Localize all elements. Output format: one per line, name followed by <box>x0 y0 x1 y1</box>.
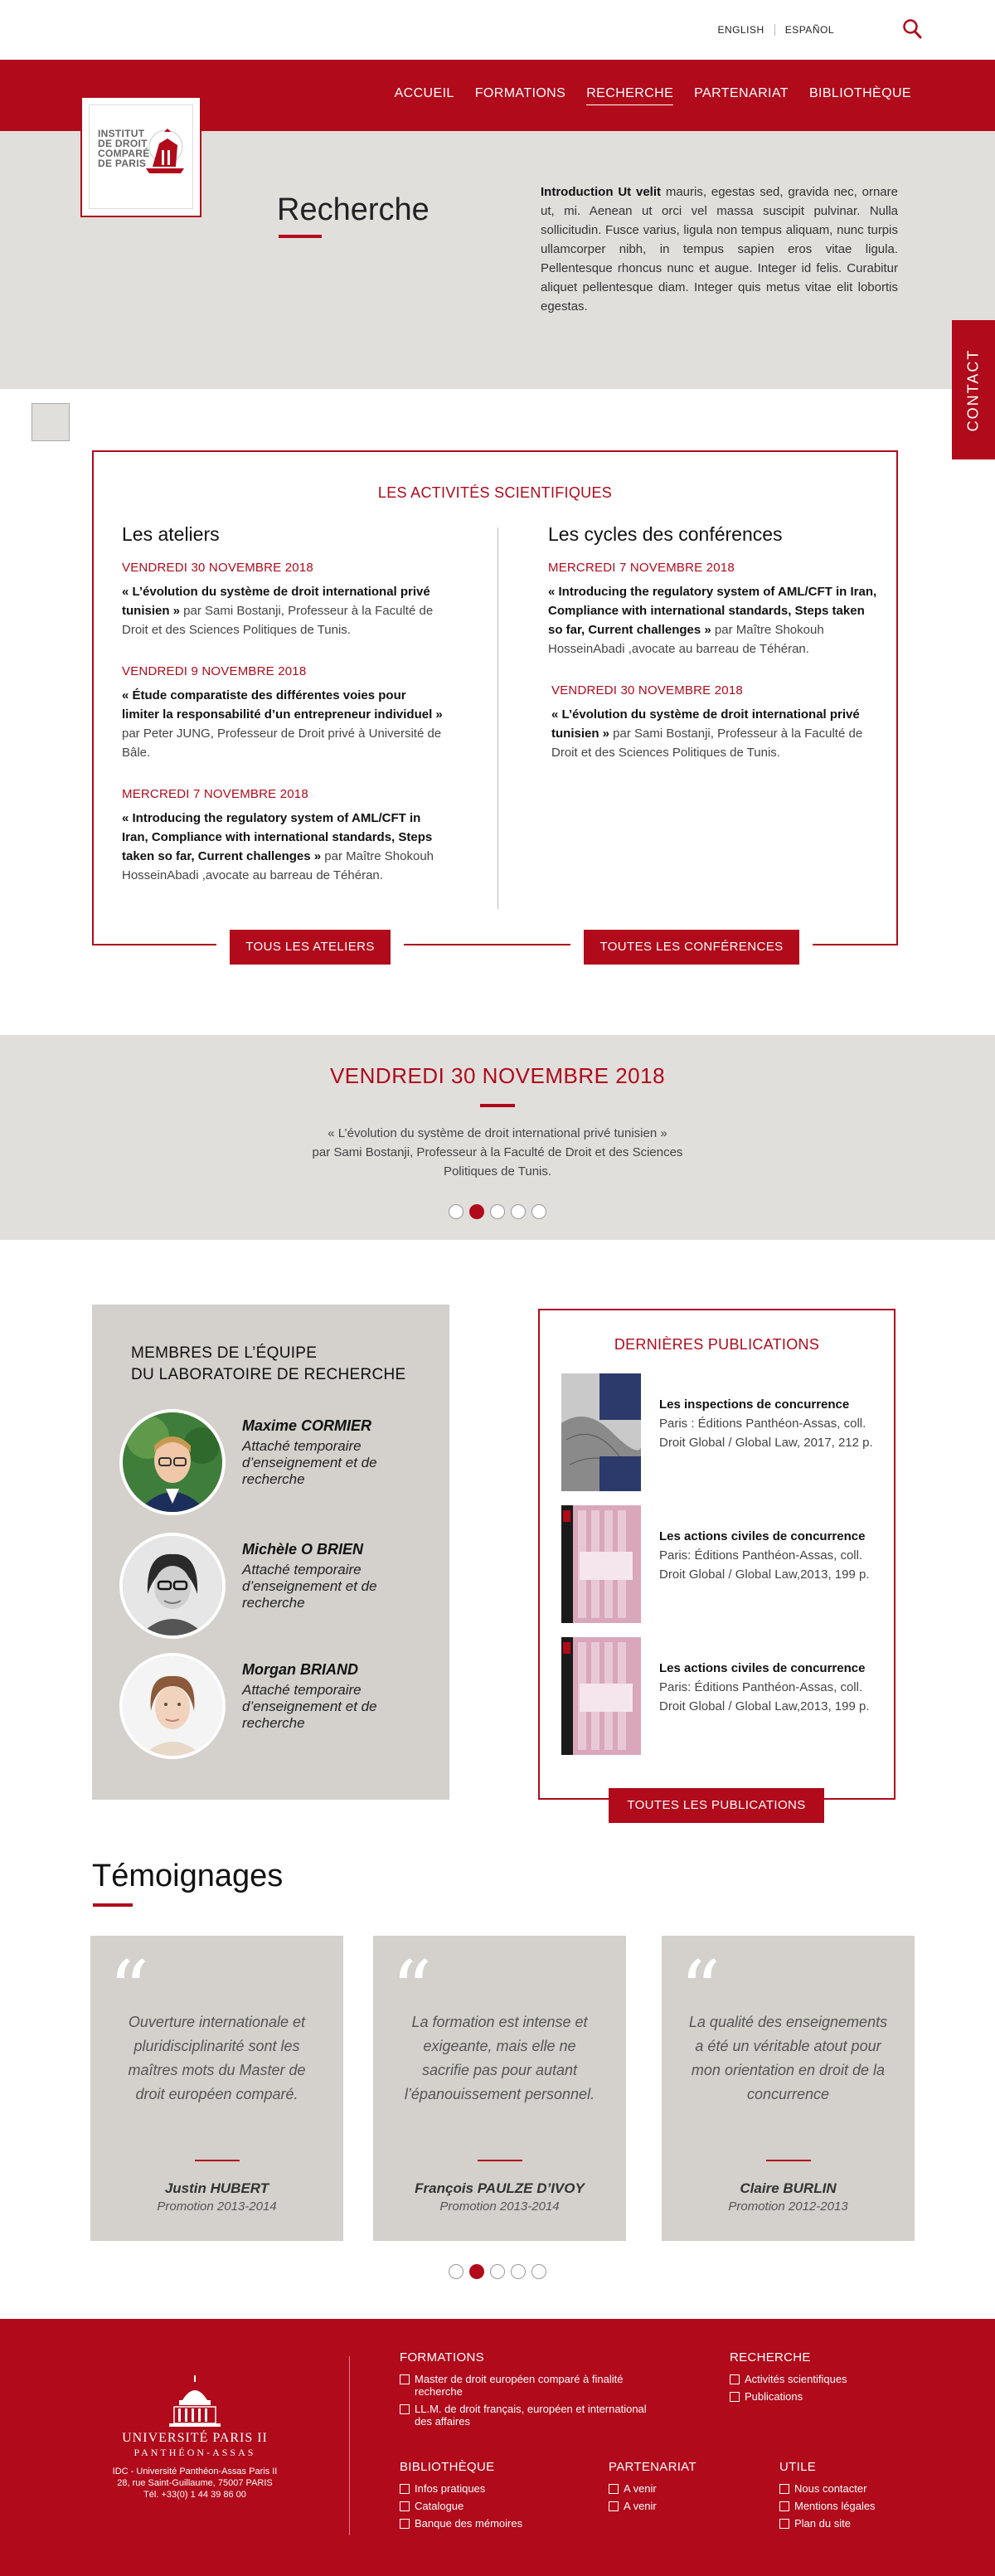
lang-espanol[interactable]: ESPAÑOL <box>784 24 834 36</box>
testimonial-dot[interactable] <box>449 2264 464 2279</box>
portrait-icon <box>123 1536 222 1636</box>
team-publications-section <box>0 1240 995 1840</box>
event-description <box>551 705 880 762</box>
activities-box <box>92 450 898 954</box>
member-info <box>242 1541 416 1639</box>
testimonial-dots <box>0 2264 995 2279</box>
slider-dot[interactable] <box>449 1204 464 1219</box>
publication-info <box>659 1527 875 1623</box>
search-icon[interactable] <box>902 18 922 40</box>
lang-english[interactable]: ENGLISH <box>717 24 764 36</box>
member-role: Attaché temporaire d’enseignement et de recherche <box>242 1562 377 1611</box>
event-speaker: par Sami Bostanji, Professeur à la Faculté de Droit et des Sciences Politiques de Tunis. <box>122 604 434 637</box>
team-title-line-2: DU LABORATOIRE DE RECHERCHE <box>131 1366 406 1383</box>
all-publications-button[interactable]: TOUTES LES PUBLICATIONS <box>609 1788 824 1823</box>
nav-formations[interactable]: FORMATIONS <box>474 86 566 100</box>
testimonial-promotion: Promotion 2013-2014 <box>157 2199 277 2214</box>
event-description <box>122 686 445 762</box>
team-title <box>131 1343 406 1386</box>
footer-link[interactable]: Master de droit européen comparé à finalité recherche <box>400 2373 665 2398</box>
conference-event[interactable] <box>548 561 880 659</box>
testimonial-dot-active[interactable] <box>469 2264 484 2279</box>
footer-heading: UTILE <box>779 2460 817 2474</box>
page-title: Recherche <box>277 192 430 227</box>
member-role: Attaché temporaire d’enseignement et de recherche <box>242 1682 377 1731</box>
testimonial-divider <box>766 2160 811 2161</box>
footer-link[interactable]: Mentions légales <box>779 2500 920 2512</box>
activities-section <box>0 389 995 1035</box>
conferences-heading: Les cycles des conférences <box>548 523 783 545</box>
footer-link[interactable]: Nous contacter <box>779 2482 920 2495</box>
hero-intro <box>541 182 898 316</box>
title-underline <box>279 235 322 238</box>
slider-line-1: « L’évolution du système de droit international privé tunisien » <box>328 1126 667 1140</box>
portrait-icon <box>123 1656 222 1756</box>
avatar <box>119 1533 226 1639</box>
team-member[interactable] <box>119 1653 416 1759</box>
quote-icon: “ <box>680 1944 721 2037</box>
ateliers-heading: Les ateliers <box>122 523 220 545</box>
language-switcher <box>708 24 845 36</box>
footer-university <box>86 2431 303 2459</box>
testimonial-divider <box>195 2160 240 2161</box>
member-info <box>242 1661 416 1759</box>
testimonial-promotion: Promotion 2012-2013 <box>728 2199 848 2214</box>
slider-dot-active[interactable] <box>469 1204 484 1219</box>
testimonial-author: Justin HUBERT <box>164 2180 269 2196</box>
logo-emblem-icon <box>139 127 187 177</box>
avatar <box>119 1653 226 1759</box>
slider-dot[interactable] <box>490 1204 505 1219</box>
testimonials-title: Témoignages <box>92 1859 284 1893</box>
event-date: MERCREDI 7 NOVEMBRE 2018 <box>122 787 308 801</box>
address-line: IDC - Université Panthéon-Assas Paris II <box>112 2467 278 2476</box>
quote-icon: “ <box>391 1944 433 2037</box>
nav-accueil[interactable]: ACCUEIL <box>394 86 454 100</box>
footer-utile <box>779 2460 920 2535</box>
footer-bibliotheque <box>400 2460 582 2535</box>
publication-item[interactable] <box>561 1505 875 1623</box>
footer-link[interactable]: A venir <box>609 2500 733 2512</box>
member-name: Maxime CORMIER <box>242 1417 372 1434</box>
publications-panel <box>538 1309 896 1812</box>
event-speaker: par Sami Bostanji, Professeur à la Faculté de Droit et des Sciences Politiques de Tunis. <box>551 727 863 760</box>
slider-dots <box>0 1204 995 1219</box>
testimonial-promotion: Promotion 2013-2014 <box>439 2199 560 2214</box>
member-name: Morgan BRIAND <box>242 1661 358 1678</box>
menu <box>395 86 911 105</box>
testimonial-text: Ouverture internationale et pluridisciplinarité sont les maîtres mots du Master de droit européen comparé. <box>128 2014 306 2102</box>
footer-university-sub: PANTHÉON-ASSAS <box>133 2447 256 2458</box>
publications-title: DERNIÈRES PUBLICATIONS <box>614 1336 820 1353</box>
portrait-icon <box>123 1412 222 1512</box>
conference-event[interactable] <box>551 683 880 762</box>
avatar <box>119 1409 226 1515</box>
top-bar <box>0 0 995 60</box>
event-date: VENDREDI 9 NOVEMBRE 2018 <box>122 664 307 678</box>
all-conferences-button[interactable]: TOUTES LES CONFÉRENCES <box>584 930 799 965</box>
hero-intro-text: mauris, egestas sed, gravida nec, ornare ut, mi. Aenean ut orci vel massa suscipit pulvinar. Nulla sollicitudin. Fusce varius, ligula non tempus aliquam, nunc turpis ullamcorper nibh, in tempus sapien eros vitae ligula. Pellentesque rhoncus nunc et augue. Integer id felis. Curabitur aliquet pellentesque diam. Integer quis metus vitae elit lobortis egestas. <box>541 185 898 313</box>
nav-bibliotheque[interactable]: BIBLIOTHÈQUE <box>808 86 911 100</box>
atelier-event[interactable] <box>122 561 445 639</box>
event-speaker: par Maître Shokouh HosseinAbadi ,avocate au barreau de Téhéran. <box>548 623 824 656</box>
publication-title: Les actions civiles de concurrence <box>659 1661 866 1675</box>
activities-title: LES ACTIVITÉS SCIENTIFIQUES <box>377 484 613 501</box>
publication-item[interactable] <box>561 1637 875 1755</box>
event-title: « Étude comparatiste des différentes voies pour limiter la responsabilité d’un entrepreneur individuel » <box>122 688 443 722</box>
team-member[interactable] <box>119 1409 416 1515</box>
publication-info <box>659 1395 875 1491</box>
footer-link[interactable]: Catalogue <box>400 2500 582 2512</box>
footer-formations <box>400 2350 665 2433</box>
event-date: VENDREDI 30 NOVEMBRE 2018 <box>551 683 743 697</box>
publication-details: Paris: Éditions Panthéon-Assas, coll. Droit Global / Global Law,2013, 199 p. <box>659 1680 870 1713</box>
conferences-column <box>548 523 880 787</box>
institute-logo[interactable] <box>80 96 201 217</box>
footer-university-name: UNIVERSITÉ PARIS II <box>122 2431 268 2445</box>
slider-dot[interactable] <box>531 1204 546 1219</box>
event-description <box>548 582 880 659</box>
footer-address <box>86 2466 303 2501</box>
footer-link[interactable]: Publications <box>730 2390 896 2403</box>
address-line: 28, rue Saint-Guillaume, 75007 PARIS <box>117 2478 273 2488</box>
atelier-event[interactable] <box>122 664 445 762</box>
footer-recherche <box>730 2350 896 2408</box>
member-name: Michèle O BRIEN <box>242 1541 364 1558</box>
event-title: « L’évolution du système de droit international privé tunisien » <box>551 707 860 741</box>
footer <box>0 2319 995 2576</box>
book-cover-icon <box>561 1637 641 1755</box>
testimonials-section <box>0 1840 995 2319</box>
quote-icon: “ <box>109 1944 150 2037</box>
testimonials-underline <box>93 1903 133 1907</box>
event-title: « Introducing the regulatory system of AML/CFT in Iran, Compliance with international standards, Steps taken so far, Current challenges » <box>122 811 433 863</box>
footer-link[interactable]: LL.M. de droit français, européen et international des affaires <box>400 2403 665 2428</box>
event-speaker: par Peter JUNG, Professeur de Droit privé à Université de Bâle. <box>122 727 442 760</box>
footer-heading: PARTENARIAT <box>609 2460 696 2474</box>
event-title: « L’évolution du système de droit international privé tunisien » <box>122 585 430 618</box>
slider-dot[interactable] <box>511 1204 526 1219</box>
event-description <box>122 809 445 885</box>
team-title-line-1: MEMBRES DE L’ÉQUIPE <box>131 1344 318 1362</box>
testimonial-divider <box>478 2160 522 2161</box>
footer-separator <box>349 2356 350 2535</box>
team-panel <box>92 1305 449 1800</box>
footer-link[interactable]: Infos pratiques <box>400 2482 582 2495</box>
book-cover-icon <box>561 1505 641 1623</box>
testimonial-card <box>90 1936 343 2241</box>
nav-recherche[interactable]: RECHERCHE <box>586 86 673 105</box>
address-line: Tél. +33(0) 1 44 39 86 00 <box>143 2490 246 2500</box>
slider-line-2: par Sami Bostanji, Professeur à la Faculté de Droit et des Sciences Politiques de Tunis. <box>312 1145 683 1179</box>
slider-underline <box>480 1104 515 1107</box>
event-title: « Introducing the regulatory system of AML/CFT in Iran, Compliance with international standards, Steps taken so far, Current challenges » <box>548 585 877 637</box>
nav-partenariat[interactable]: PARTENARIAT <box>694 86 789 100</box>
member-info <box>242 1417 416 1515</box>
university-dome-icon <box>133 2374 257 2430</box>
atelier-event[interactable] <box>122 787 445 885</box>
publication-item[interactable] <box>561 1373 875 1491</box>
event-description <box>122 582 445 639</box>
event-slider <box>0 1035 995 1240</box>
member-role: Attaché temporaire d’enseignement et de recherche <box>242 1438 377 1487</box>
testimonial-text: La qualité des enseignements a été un véritable atout pour mon orientation en droit de la concurrence <box>688 2014 888 2102</box>
testimonial-text: La formation est intense et exigeante, mais elle ne sacrifie pas pour autant l’épanouissement personnel. <box>404 2014 595 2102</box>
footer-link[interactable]: Activités scientifiques <box>730 2373 896 2385</box>
testimonial-card <box>373 1936 626 2241</box>
slider-text <box>307 1124 688 1181</box>
publication-info <box>659 1659 875 1755</box>
footer-heading: RECHERCHE <box>730 2350 811 2365</box>
publication-title: Les actions civiles de concurrence <box>659 1529 866 1543</box>
contact-label: CONTACT <box>964 348 982 431</box>
contact-tab[interactable] <box>952 320 995 459</box>
footer-link[interactable]: Plan du site <box>779 2517 920 2530</box>
footer-link[interactable]: A venir <box>609 2482 733 2495</box>
testimonial-card <box>662 1936 915 2241</box>
testimonial-author: Claire BURLIN <box>740 2180 837 2196</box>
footer-partenariat <box>609 2460 733 2517</box>
publication-title: Les inspections de concurrence <box>659 1397 850 1412</box>
logo-frame <box>89 104 193 209</box>
hero-intro-bold: Introduction Ut velit <box>541 185 661 199</box>
publication-details: Paris : Éditions Panthéon-Assas, coll. Droit Global / Global Law, 2017, 212 p. <box>659 1417 873 1450</box>
book-cover-icon <box>561 1373 641 1491</box>
logo-text: INSTITUT DE DROIT COMPARÉ DE PARIS <box>98 128 150 169</box>
ateliers-column <box>122 523 445 910</box>
event-date: MERCREDI 7 NOVEMBRE 2018 <box>548 561 735 575</box>
slider-date: VENDREDI 30 NOVEMBRE 2018 <box>329 1063 666 1088</box>
event-date: VENDREDI 30 NOVEMBRE 2018 <box>122 561 313 575</box>
all-ateliers-button[interactable]: TOUS LES ATELIERS <box>230 930 391 965</box>
team-member[interactable] <box>119 1533 416 1639</box>
footer-link[interactable]: Banque des mémoires <box>400 2517 582 2530</box>
footer-heading: FORMATIONS <box>400 2350 484 2365</box>
event-speaker: par Maître Shokouh HosseinAbadi ,avocate au barreau de Téhéran. <box>122 849 434 882</box>
testimonial-dot[interactable] <box>490 2264 505 2279</box>
main-navigation <box>0 60 995 169</box>
testimonial-dot[interactable] <box>511 2264 526 2279</box>
testimonial-author: François PAULZE D’IVOY <box>415 2180 585 2196</box>
footer-heading: BIBLIOTHÈQUE <box>400 2460 495 2474</box>
publication-details: Paris: Éditions Panthéon-Assas, coll. Droit Global / Global Law,2013, 199 p. <box>659 1548 870 1582</box>
testimonial-dot[interactable] <box>531 2264 546 2279</box>
